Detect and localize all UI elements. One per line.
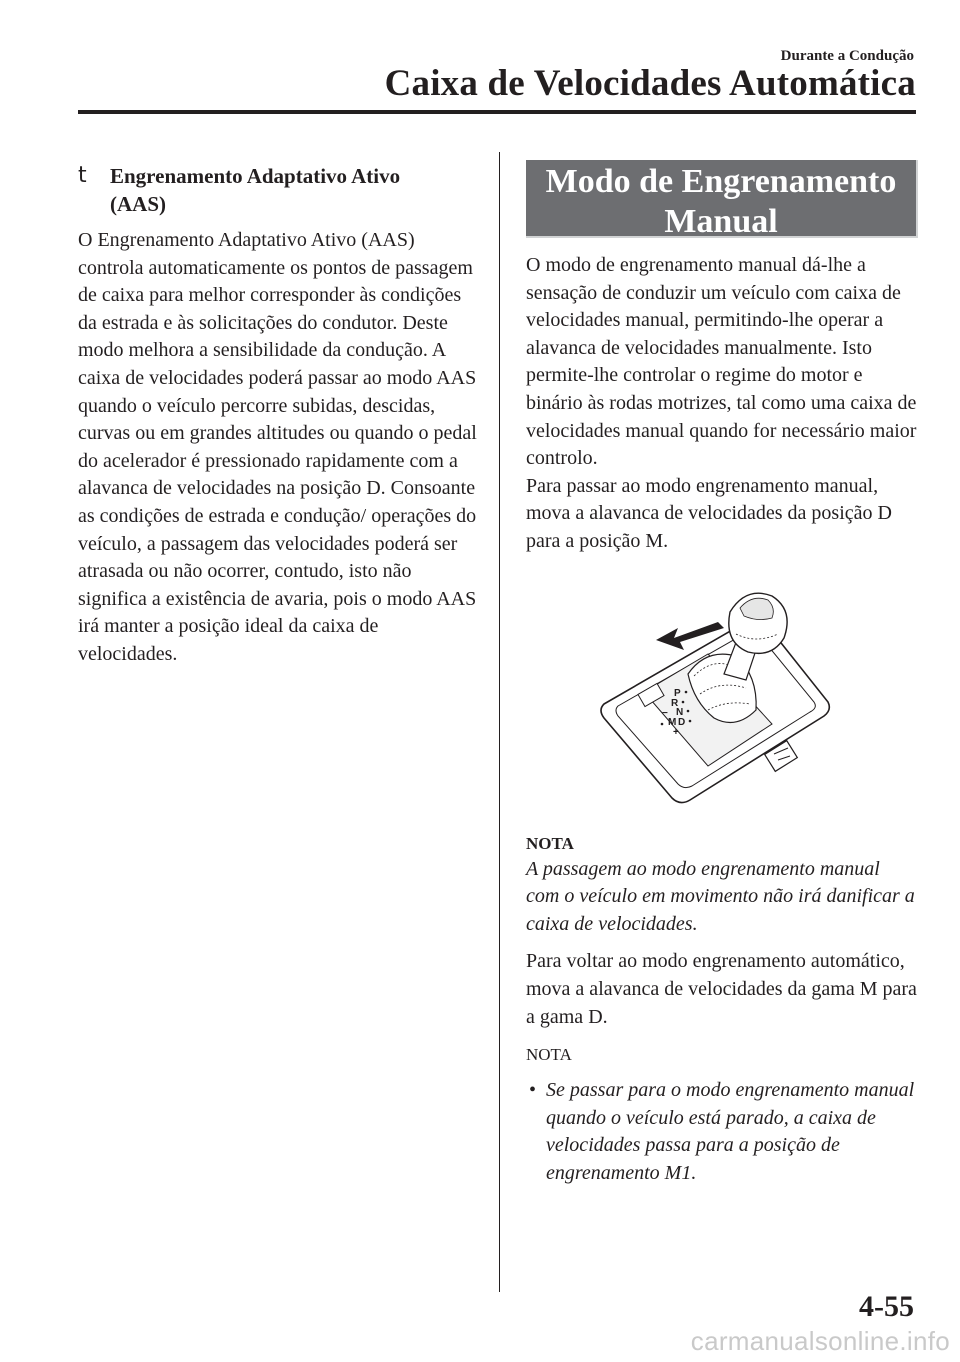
note-label-1: NOTA xyxy=(526,833,574,853)
gear-letter-d: D xyxy=(678,716,686,728)
note-text-1: A passagem ao modo engrenamento manual com o veículo em movimento não irá danificar a caixa de velocidades. xyxy=(526,857,915,935)
manual-mode-paragraph-1: O modo de engrenamento manual dá-lhe a sensação de conduzir um veículo com caixa de velocidades manual, permitindo-lhe operar a alavanca de velocidades manualmente. Isto permite-lhe controlar o regime do motor e binário às rodas motrizes, tal como uma caixa de velocidades manual quando for necessário maior controlo. xyxy=(526,254,917,470)
subheading-aas xyxy=(78,162,478,218)
page-number: 4-55 xyxy=(859,1290,914,1323)
gear-letter-p: P xyxy=(674,687,681,699)
gear-plus-label: + xyxy=(673,726,679,738)
note-item-text: Se passar para o modo engrenamento manual quando o veículo está parado, a caixa de velocidades passa para a posição de engrenamento M1. xyxy=(546,1079,915,1184)
page-title: Caixa de Velocidades Automática xyxy=(384,63,916,104)
manual-mode-paragraph-2: Para passar ao modo engrenamento manual, mova a alavanca de velocidades da posição D para a posição M. xyxy=(526,474,892,552)
section-heading-line-2: Manual xyxy=(664,203,778,240)
section-heading-box xyxy=(526,160,918,238)
left-column xyxy=(78,162,478,669)
gear-letter-n: N xyxy=(676,706,684,718)
header-rule xyxy=(78,110,916,114)
right-column xyxy=(526,160,918,1187)
section-heading-line-1: Modo de Engrenamento xyxy=(545,163,897,200)
gear-minus-label: − xyxy=(662,707,668,719)
aas-paragraph: O Engrenamento Adaptativo Ativo (AAS) controla automaticamente os pontos de passagem de caixa para melhor corresponder às condições da estrada e às solicitações do condutor. Deste modo melhora a sensibilidade da condução. A caixa de velocidades poderá passar ao modo AAS quando o veículo percorre subidas, descidas, curvas ou em grandes altitudes ou quando o pedal do acelerador é pressionado rapidamente com a alavanca de velocidades na posição D. Consoante as condições de estrada e condução/ operações do veículo, a passagem das velocidades poderá ser atrasada ou não ocorrer, contudo, isto não significa a existência de avaria, pois o modo AAS irá manter a posição ideal da caixa de velocidades. xyxy=(78,229,477,665)
gear-letter-r: R xyxy=(671,697,679,709)
note-list-item xyxy=(526,1077,918,1187)
note-label-2: NOTA xyxy=(526,1045,572,1065)
subheading-line-1: Engrenamento Adaptativo Ativo xyxy=(110,164,401,188)
gear-selector-illustration xyxy=(596,578,836,818)
column-divider xyxy=(499,152,500,1292)
manual-mode-paragraph-3: Para voltar ao modo engrenamento automático, mova a alavanca de velocidades da gama M para a gama D. xyxy=(526,950,917,1028)
subheading-line-2: (AAS) xyxy=(110,192,166,216)
watermark: carmanualsonline.info xyxy=(690,1326,950,1356)
header-section-label: Durante a Condução xyxy=(780,48,914,64)
bullet-dot-icon: • xyxy=(529,1079,537,1102)
gear-letter-m: M xyxy=(668,716,677,728)
bullet-icon: t xyxy=(78,163,87,188)
